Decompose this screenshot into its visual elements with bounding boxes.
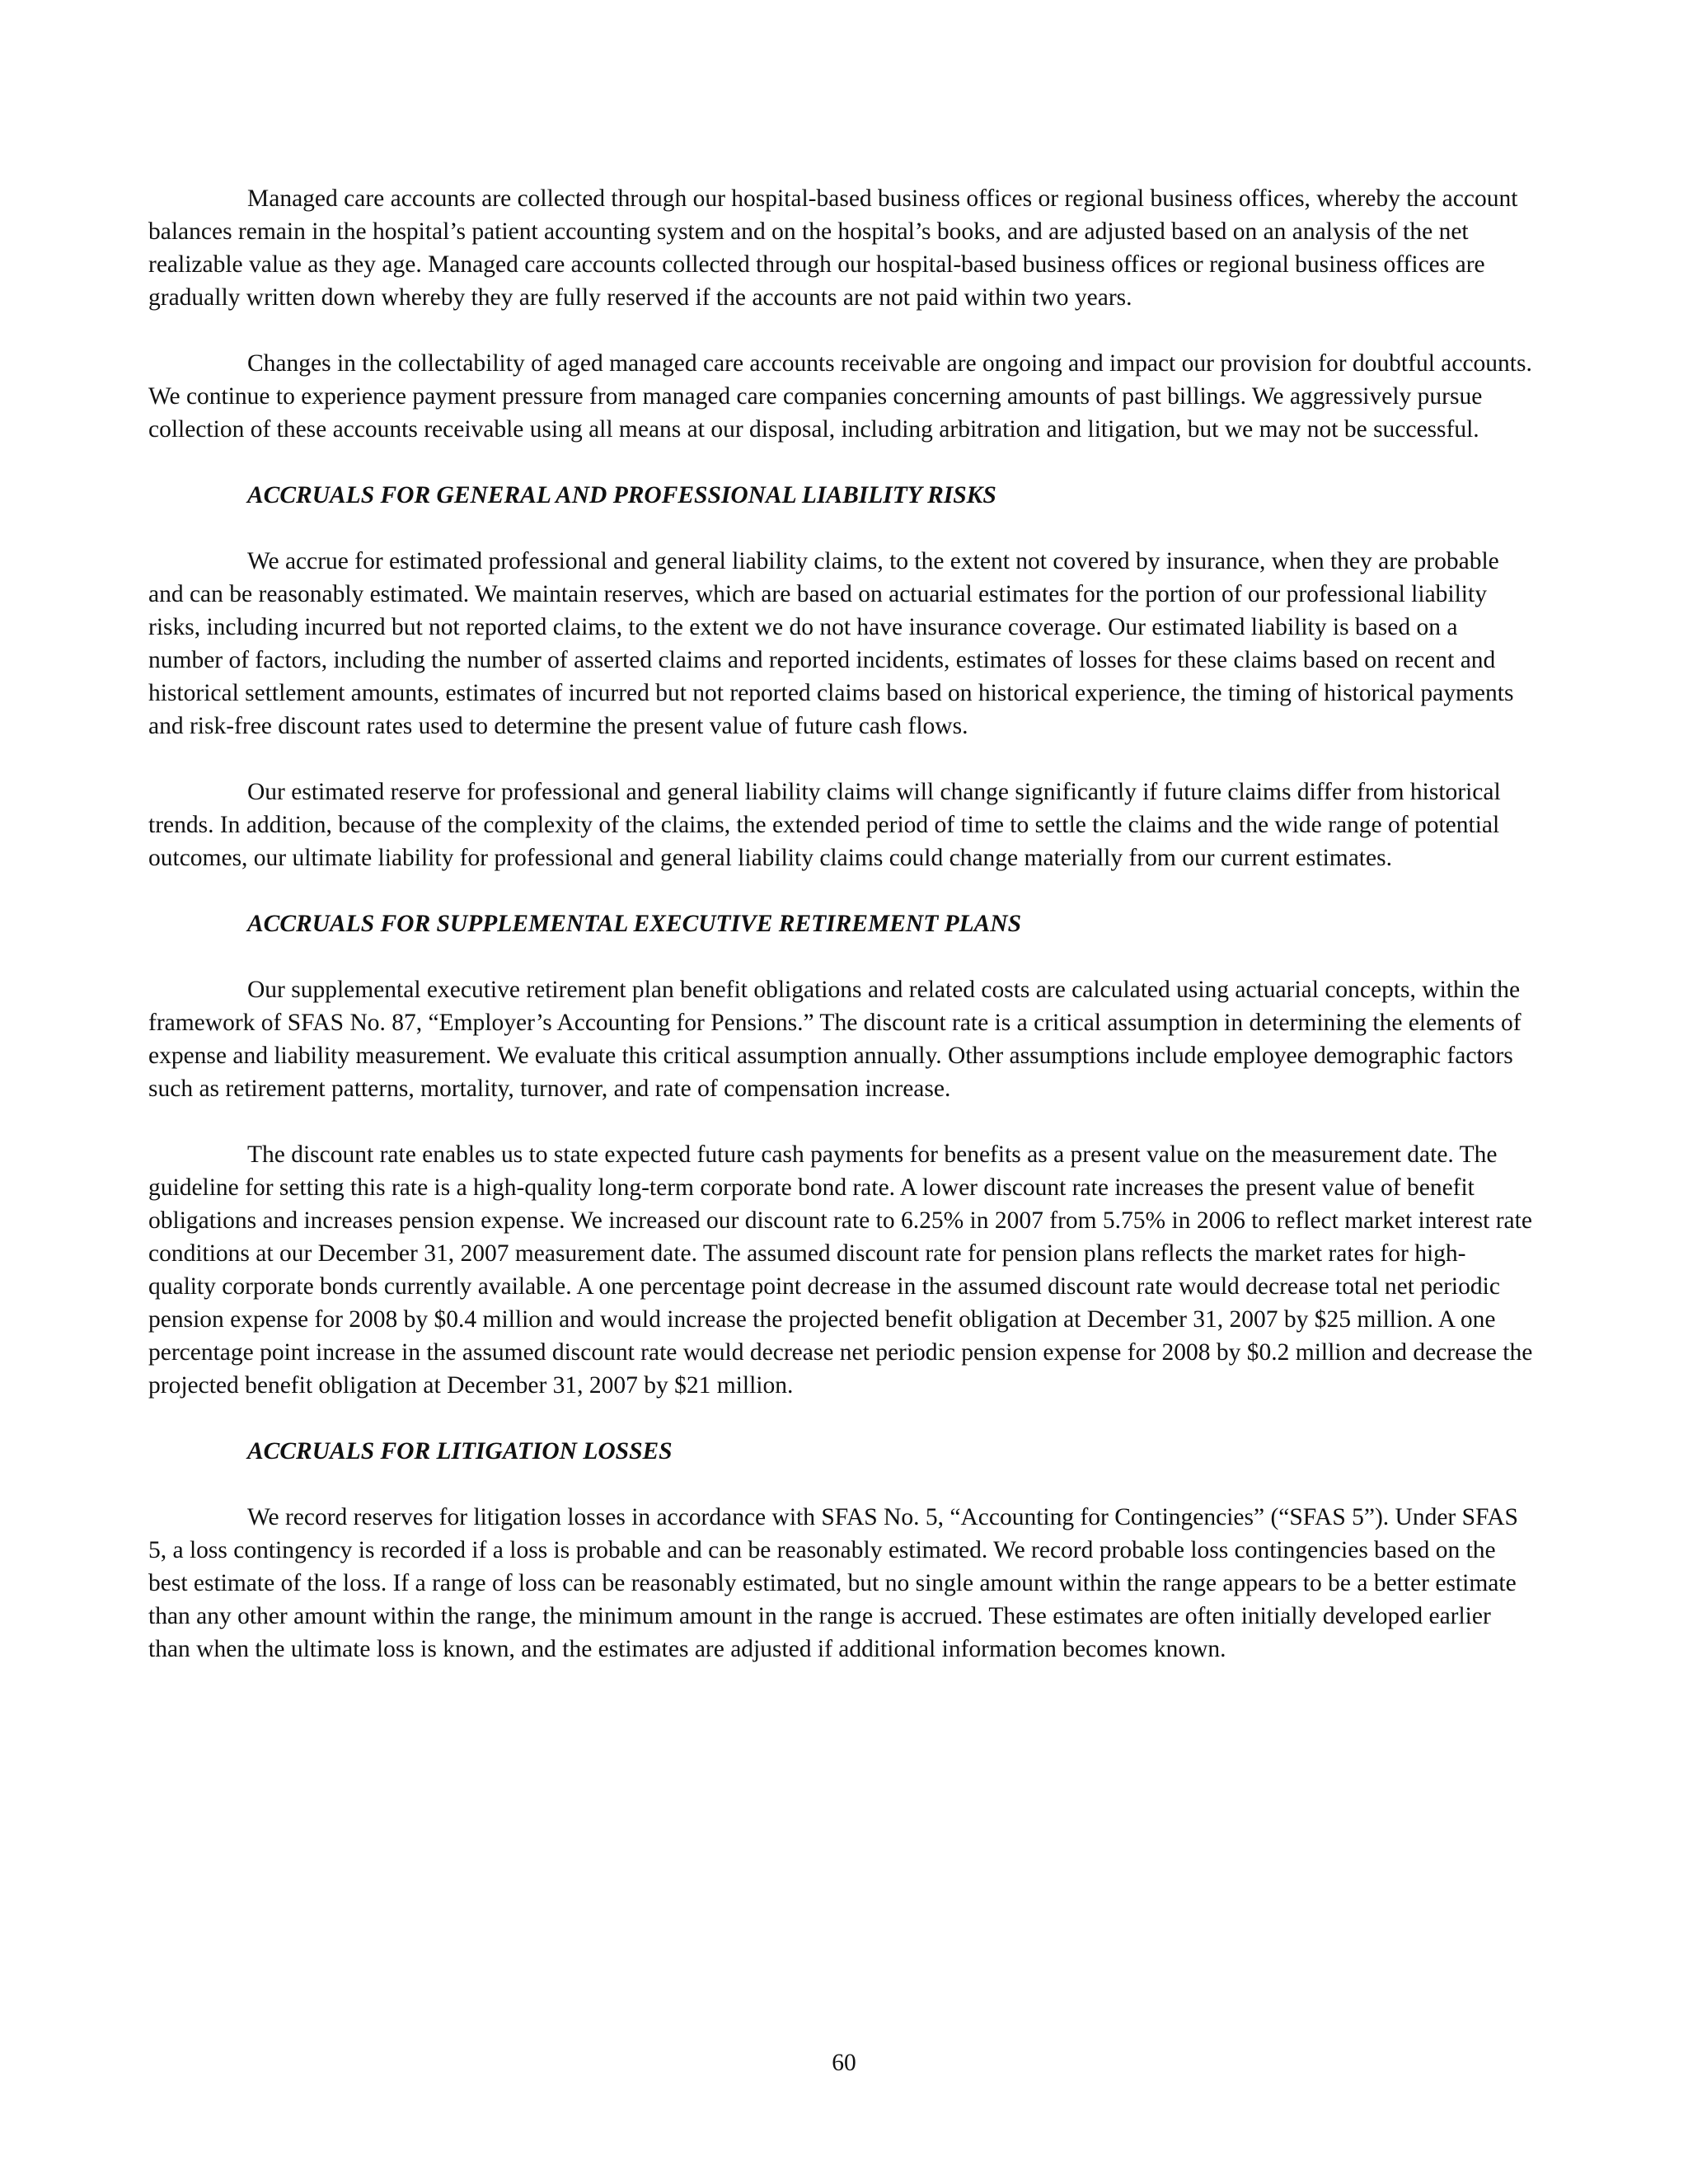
paragraph-retirement-obligations: Our supplemental executive retirement plan benefit obligations and related costs are calculated using actuarial concepts, within the framework of SFAS No. 87, “Employer’s Accounting for Pensions.” The discount rate is a critical assumption in determining the elements of expense and liability measurement. We evaluate this critical assumption annually. Other assumptions include employee demographic factors such as retirement patterns, mortality, turnover, and rate of compensation increase. bbox=[148, 977, 1522, 1102]
page-number: 60 bbox=[832, 2050, 856, 2076]
paragraph-managed-care-collection: Managed care accounts are collected through our hospital-based business offices or regional business offices, whereby the account balances remain in the hospital’s patient accounting system and on the hospital’s books, and are adjusted based on an analysis of the net realizable value as they age. Managed care accounts collected through our hospital-based business offices or regional business offices are gradually written down whereby they are fully reserved if the accounts are not paid within two years. bbox=[148, 185, 1518, 311]
paragraph-managed-care-collectability: Changes in the collectability of aged managed care accounts receivable are ongoing and impact our provision for doubtful accounts. We continue to experience payment pressure from managed care companies concerning amounts of past billings. We aggressively pursue collection of these accounts receivable using all means at our disposal, including arbitration and litigation, but we may not be successful. bbox=[148, 350, 1532, 443]
paragraph-liability-accrual: We accrue for estimated professional and general liability claims, to the extent not covered by insurance, when they are probable and can be reasonably estimated. We maintain reserves, which are based on actuarial estimates for the portion of our professional liability risks, including incurred but not reported claims, to the extent we do not have insurance coverage. Our estimated liability is based on a number of factors, including the number of asserted claims and reported incidents, estimates of losses for these claims based on recent and historical settlement amounts, estimates of incurred but not reported claims based on historical experience, the timing of historical payments and risk-free discount rates used to determine the present value of future cash flows. bbox=[148, 548, 1514, 739]
paragraph-liability-reserve-change: Our estimated reserve for professional and general liability claims will change significantly if future claims differ from historical trends. In addition, because of the complexity of the claims, the extended period of time to settle the claims and the wide range of potential outcomes, our ultimate liability for professional and general liability claims could change materially from our current estimates. bbox=[148, 779, 1501, 871]
section-heading-retirement-plans: ACCRUALS FOR SUPPLEMENTAL EXECUTIVE RETIREMENT PLANS bbox=[247, 911, 1022, 937]
paragraph-litigation-reserves: We record reserves for litigation losses in accordance with SFAS No. 5, “Accounting for Contingencies” (“SFAS 5”). Under SFAS 5, a loss contingency is recorded if a loss is probable and can be reasonably estimated. We record probable loss contingencies based on the best estimate of the loss. If a range of loss can be reasonably estimated, but no single amount within the range appears to be a better estimate than any other amount within the range, the minimum amount in the range is accrued. These estimates are often initially developed earlier than when the ultimate loss is known, and the estimates are adjusted if additional information becomes known. bbox=[148, 1504, 1518, 1662]
section-heading-liability-risks: ACCRUALS FOR GENERAL AND PROFESSIONAL LIABILITY RISKS bbox=[247, 482, 996, 509]
document-body bbox=[148, 182, 1533, 1699]
paragraph-discount-rate: The discount rate enables us to state expected future cash payments for benefits as a present value on the measurement date. The guideline for setting this rate is a high-quality long-term corporate bond rate. A lower discount rate increases the present value of benefit obligations and increases pension expense. We increased our discount rate to 6.25% in 2007 from 5.75% in 2006 to reflect market interest rate conditions at our December 31, 2007 measurement date. The assumed discount rate for pension plans reflects the market rates for high-quality corporate bonds currently available. A one percentage point decrease in the assumed discount rate would decrease total net periodic pension expense for 2008 by $0.4 million and would increase the projected benefit obligation at December 31, 2007 by $25 million. A one percentage point increase in the assumed discount rate would decrease net periodic pension expense for 2008 by $0.2 million and decrease the projected benefit obligation at December 31, 2007 by $21 million. bbox=[148, 1141, 1533, 1399]
section-heading-litigation-losses: ACCRUALS FOR LITIGATION LOSSES bbox=[247, 1438, 673, 1465]
